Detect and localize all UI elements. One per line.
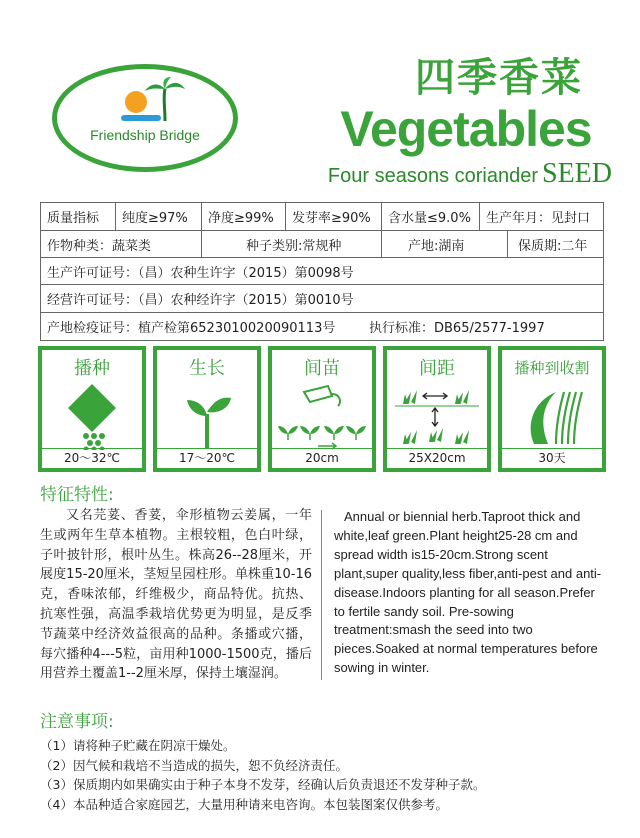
step-thinning <box>268 346 376 472</box>
step-title: 播种到收割 <box>514 359 590 377</box>
brand-name: Friendship Bridge <box>90 127 200 143</box>
info-cell: 保质期:二年 <box>507 231 603 257</box>
step-harvest <box>498 346 606 472</box>
business-license: 经营许可证号：（昌）农种经许字（2015）第0010号 <box>47 293 354 308</box>
step-title: 播种 <box>74 358 110 379</box>
palm-tree-icon <box>143 77 185 121</box>
step-value: 20～32℃ <box>42 448 142 468</box>
info-row-quality <box>41 203 603 230</box>
note-item: （2）因气候和栽培不当造成的损失，恕不负经济责任。 <box>40 757 348 773</box>
sprout-icon <box>161 382 253 450</box>
growing-steps <box>38 346 606 472</box>
step-growth <box>153 346 261 472</box>
info-row-production-license <box>41 257 603 284</box>
info-row-quarantine <box>41 312 603 340</box>
execution-standard: 执行标准：DB65/2577-1997 <box>369 321 545 336</box>
info-cell: 生产年月：见封口 <box>479 203 603 230</box>
product-info-table <box>40 202 604 341</box>
info-cell: 质量指标 <box>47 211 100 226</box>
seed-sowing-icon <box>46 382 138 450</box>
brand-logo <box>52 64 238 172</box>
step-spacing <box>383 346 491 472</box>
info-cell: 含水量≤9.0% <box>381 203 479 230</box>
note-item: （1）请将种子贮藏在阴凉干燥处。 <box>40 738 236 753</box>
info-cell: 作物种类：蔬菜类 <box>47 238 152 254</box>
spacing-icon <box>391 382 483 450</box>
step-title: 间距 <box>419 358 455 379</box>
step-title: 间苗 <box>304 358 340 379</box>
features-chinese: 又名芫荽、香荽，伞形植物云姜属，一年生或两年生草本植物。主根较粗，色白叶绿，子叶披针形，根叶丛生。株高26--28厘米，开展度15-20厘米，茎短呈园柱形。单株重10-16克，香味浓郁，纤维极少，商品特优。抗热、抗寒性强，高温季栽培优势更为明显，是反季节蔬菜中经济效益很高的品种。条播或穴播，每穴播种4---5粒，亩用种1000-1500克，播后用营养土覆盖1--2厘米厚，保持土壤湿润。 <box>40 508 312 682</box>
product-title-chinese: 四季香菜 <box>415 55 583 101</box>
features-title: 特征特性: <box>40 485 114 505</box>
info-cell: 发芽率≥90% <box>285 203 381 230</box>
product-title-english: Vegetables <box>340 101 592 157</box>
column-divider <box>321 510 322 680</box>
step-value: 20cm <box>272 448 372 468</box>
info-row-crop <box>41 230 603 257</box>
info-cell: 纯度≥97% <box>115 203 201 230</box>
production-license: 生产许可证号：（昌）农种生许字（2015）第0098号 <box>47 265 354 281</box>
quarantine-number: 产地检疫证号：植产检第6523010020090113号 <box>47 321 336 336</box>
harvest-sickle-icon <box>506 382 598 450</box>
subtitle-seed: SEED <box>542 158 612 189</box>
info-cell: 种子类别:常规种 <box>201 231 381 257</box>
step-value: 25X20cm <box>387 448 487 468</box>
notes-list <box>40 736 620 814</box>
note-item: （3）保质期内如果确实由于种子本身不发芽，经确认后负责退还不发芽种子款。 <box>40 777 486 792</box>
step-sowing <box>38 346 146 472</box>
step-title: 生长 <box>189 358 225 379</box>
step-value: 17～20℃ <box>157 448 257 468</box>
info-cell: 净度≥99% <box>201 203 285 230</box>
note-item: （4）本品种适合家庭园艺，大量用种请来电咨询。本包装图案仅供参考。 <box>40 796 448 812</box>
thinning-icon <box>276 382 368 450</box>
notes-title: 注意事项: <box>40 712 114 732</box>
subtitle-main: Four seasons coriander <box>327 165 538 187</box>
product-subtitle <box>272 158 612 190</box>
features-english: Annual or biennial herb.Taproot thick and white,leaf green.Plant height25-28 cm and spread width is15-20cm.Strong scent plant,super quality,less fiber,anti-pest and anti-disease.Indoors planting for all season.Prefer to fertile sandy soil. Pre-sowing treatment:smash the seed into two pieces.Soaked at normal temperatures before sowing in winter. <box>334 509 602 676</box>
info-row-business-license <box>41 284 603 312</box>
info-cell: 产地:湖南 <box>381 231 507 257</box>
step-value: 30天 <box>502 448 602 468</box>
